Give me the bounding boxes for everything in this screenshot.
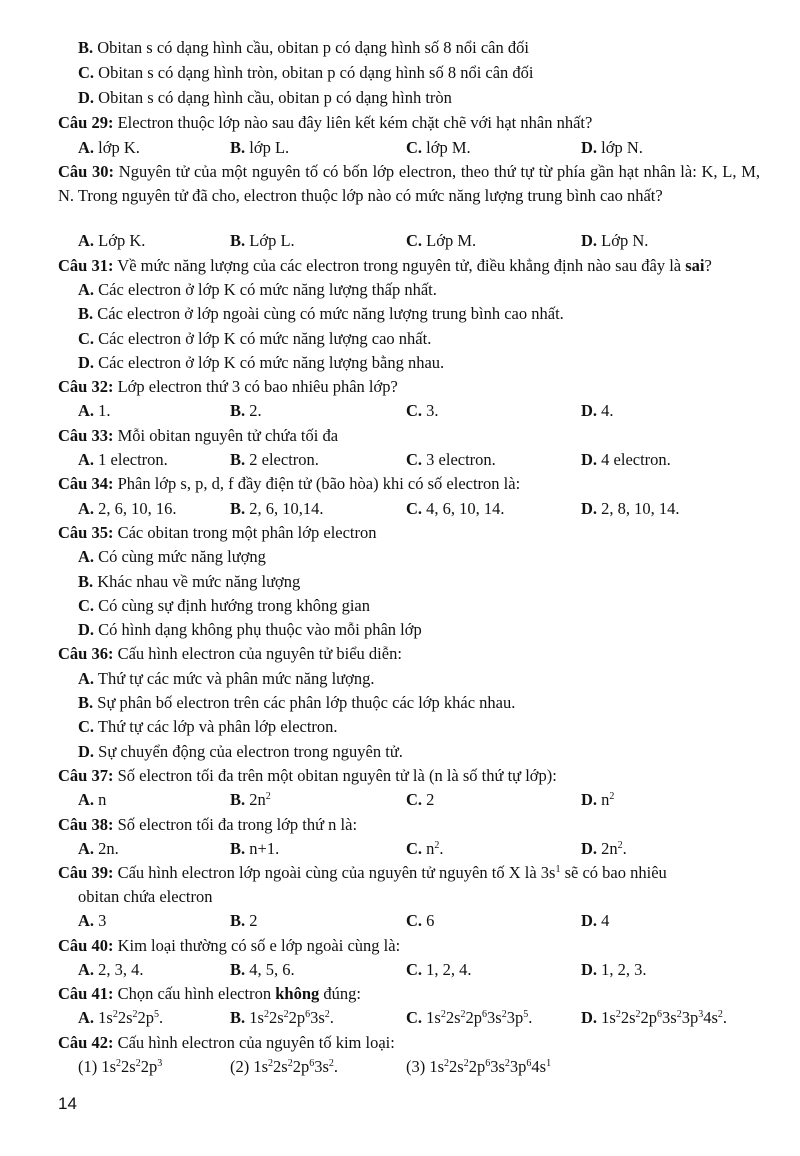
option-a: A. Thứ tự các mức và phân mức năng lượng.	[78, 669, 375, 688]
option-c: C. Thứ tự các lớp và phân lớp electron.	[78, 717, 338, 736]
question-37: Câu 37: Số electron tối đa trên một obitan nguyên tử là (n là số thứ tự lớp):	[58, 766, 557, 785]
option-c: C. Các electron ở lớp K có mức năng lượng cao nhất.	[78, 329, 432, 348]
question-29: Câu 29: Electron thuộc lớp nào sau đây liên kết kém chặt chẽ với hạt nhân nhất?	[58, 113, 593, 132]
question-35: Câu 35: Các obitan trong một phân lớp electron	[58, 523, 377, 542]
question-40: Câu 40: Kim loại thường có số e lớp ngoài cùng là:	[58, 936, 401, 955]
question-39-cont: obitan chứa electron	[78, 887, 213, 906]
question-42: Câu 42: Cấu hình electron của nguyên tố kim loại:	[58, 1033, 395, 1052]
config-3: (3) $1s^22s^22p^63s^23p^64s^1$	[406, 1057, 552, 1076]
options-row: A. 2, 3, 4. B. 4, 5, 6. C. 1, 2, 4. D. 1, 2, 3.	[78, 960, 647, 979]
option-c: C. Obitan s có dạng hình tròn, obitan p có dạng hình số 8 nổi cân đối	[78, 63, 534, 82]
option-b: B. Sự phân bố electron trên các phân lớp thuộc các lớp khác nhau.	[78, 693, 516, 712]
option-d: D. Sự chuyển động của electron trong nguyên tử.	[78, 742, 403, 761]
option-a: A. Các electron ở lớp K có mức năng lượng thấp nhất.	[78, 280, 437, 299]
options-row: A. Lớp K. B. Lớp L. C. Lớp M. D. Lớp N.	[78, 231, 649, 250]
options-row: A. 1. B. 2. C. 3. D. 4.	[78, 401, 614, 420]
question-32: Câu 32: Lớp electron thứ 3 có bao nhiêu phân lớp?	[58, 377, 398, 396]
option-a: A. Có cùng mức năng lượng	[78, 547, 266, 566]
option-d: D. Các electron ở lớp K có mức năng lượng bằng nhau.	[78, 353, 445, 372]
question-36: Câu 36: Cấu hình electron của nguyên tử biểu diễn:	[58, 644, 402, 663]
question-39: Câu 39: Cấu hình electron lớp ngoài cùng của nguyên tử nguyên tố X là $3s^1$ sẽ có bao nhiêu	[58, 863, 667, 882]
options-row: A. 3 B. 2 C. 6 D. 4	[78, 911, 610, 930]
option-c: C. Có cùng sự định hướng trong không gian	[78, 596, 370, 615]
config-d: D. $1s^22s^22p^63s^23p^34s^2$.	[581, 1008, 727, 1027]
options-row: A. lớp K. B. lớp L. C. lớp M. D. lớp N.	[78, 138, 643, 157]
config-b: B. $1s^22s^22p^63s^2$.	[230, 1008, 334, 1027]
question-33: Câu 33: Mỗi obitan nguyên tử chứa tối đa	[58, 426, 339, 445]
question-30: Câu 30: Nguyên tử của một nguyên tố có bốn lớp electron, theo thứ tự từ phía gần hạt nhân là: K, L, M, N. Trong nguyên tử đã cho, electron thuộc lớp nào có mức năng lượng trung bình cao nhất?	[58, 162, 760, 205]
config-a: A. $1s^22s^22p^5$.	[78, 1008, 164, 1027]
config-1: (1) $1s^22s^22p^3$	[78, 1057, 163, 1076]
options-row: A. 1 electron. B. 2 electron. C. 3 electron. D. 4 electron.	[78, 450, 671, 469]
options-row	[78, 1006, 778, 1030]
option-d: D. Obitan s có dạng hình cầu, obitan p có dạng hình tròn	[78, 88, 452, 107]
question-31: Câu 31: Về mức năng lượng của các electron trong nguyên tử, điều khẳng định nào sau đây là sai?	[58, 256, 712, 275]
option-b: B. Khác nhau về mức năng lượng	[78, 572, 301, 591]
options-row: A. 2, 6, 10, 16. B. 2, 6, 10,14. C. 4, 6, 10, 14. D. 2, 8, 10, 14.	[78, 499, 680, 518]
question-38: Câu 38: Số electron tối đa trong lớp thứ n là:	[58, 815, 358, 834]
options-row	[78, 1055, 778, 1079]
option-b: B. Các electron ở lớp ngoài cùng có mức năng lượng trung bình cao nhất.	[78, 304, 564, 323]
config-c: C. $1s^22s^22p^63s^23p^5$.	[406, 1008, 533, 1027]
options-row: A. 2n. B. n+1. C. $n^2$. D. $2n^2$.	[78, 839, 627, 858]
config-2: (2) $1s^22s^22p^63s^2$.	[230, 1057, 339, 1076]
option-b: B. Obitan s có dạng hình cầu, obitan p có dạng hình số 8 nổi cân đối	[78, 38, 529, 57]
page-number: 14	[58, 1094, 77, 1113]
question-41: Câu 41: Chọn cấu hình electron không đúng:	[58, 984, 361, 1003]
question-34: Câu 34: Phân lớp s, p, d, f đầy điện tử (bão hòa) khi có số electron là:	[58, 474, 521, 493]
option-d: D. Có hình dạng không phụ thuộc vào mỗi phân lớp	[78, 620, 422, 639]
options-row: A. n B. $2n^2$ C. 2 D. $n^2$	[78, 790, 615, 809]
